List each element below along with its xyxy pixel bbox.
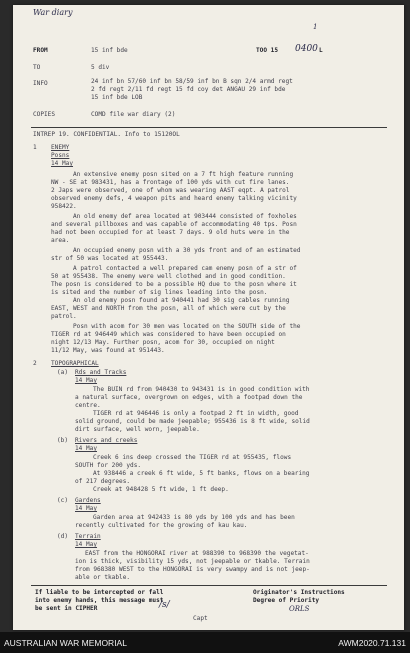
item-label: (c)	[57, 497, 69, 504]
degree-of-priority: Degree of Priority	[253, 597, 320, 604]
item-title: Rivers and creeks	[75, 437, 138, 444]
text-line: night 12/13 May. Further posn, acom for 30, occupied on night	[51, 339, 275, 346]
too-suffix: L	[319, 47, 323, 54]
date-heading: 14 May	[75, 505, 98, 512]
text-line: SOUTH for 200 yds.	[75, 462, 142, 469]
text-line: TIGER rd at 946449 which was considered to have been occupied on	[51, 331, 286, 338]
text-line: An extensive enemy posn sited on a 7 ft high feature running	[73, 171, 294, 178]
copies-value: COMD file war diary (2)	[91, 111, 176, 118]
from-label: FROM	[33, 47, 48, 54]
info-line: 15 inf bde LOB	[91, 94, 143, 101]
text-line: 11/12 May, was found at 951443.	[51, 347, 165, 354]
text-line: 50 at 955438. The enemy were well clothed and in good condition.	[51, 273, 286, 280]
section-number: 1	[33, 144, 37, 151]
section-number: 2	[33, 360, 37, 367]
text-line: centre.	[75, 402, 101, 409]
originator-instructions: Originator's Instructions	[253, 589, 345, 596]
header-divider	[31, 127, 387, 128]
text-line: dirt surface, well worn, jeepable.	[75, 426, 200, 433]
from-value: 15 inf bde	[91, 47, 128, 54]
archive-id: AWM2020.71.131	[338, 638, 406, 648]
text-line: EAST, WEST and NORTH from the posn, all of which were cut by the	[51, 305, 286, 312]
text-line: patrol.	[51, 313, 77, 320]
item-title: Terrain	[75, 533, 101, 540]
text-line: Garden area at 942433 is 80 yds by 100 yds and has been	[93, 514, 295, 521]
text-line: Creek at 948428 5 ft wide, 1 ft deep.	[93, 486, 229, 493]
message-form	[13, 5, 404, 630]
text-line: At 938446 a creek 6 ft wide, 5 ft banks, flows on a bearing	[93, 470, 310, 477]
text-line: 2 Japs were observed, one of whom was wearing AAST eqpt. A patrol	[51, 187, 290, 194]
archive-name: AUSTRALIAN WAR MEMORIAL	[4, 638, 127, 648]
text-line: solid ground, could be made jeepable; 955436 is 8 ft wide, solid	[75, 418, 310, 425]
text-line: recently cultivated for the growing of kau kau.	[75, 522, 248, 529]
cipher-warning: into enemy hands, this message must	[35, 597, 164, 604]
item-label: (d)	[57, 533, 69, 540]
cipher-warning: be sent in CIPHER	[35, 605, 98, 612]
handwritten-note: War diary	[33, 8, 73, 17]
item-label: (b)	[57, 437, 69, 444]
info-line: 2 fd regt 2/11 fd regt 15 fd coy det ANGAU 29 inf bde	[91, 86, 286, 93]
text-line: Creek 6 ins deep crossed the TIGER rd at 955435, flows	[93, 454, 292, 461]
date-heading: 14 May	[51, 160, 74, 167]
item-title: Rds and Tracks	[75, 369, 127, 376]
info-label: INFO	[33, 80, 48, 87]
too-time: 0400	[295, 44, 318, 54]
text-line: ion is thick, visibility 15 yds, not jeepable or tkable. Terrain	[75, 558, 310, 565]
text-line: An occupied enemy posn with a 30 yds front and of an estimated	[73, 247, 301, 254]
cipher-warning: If liable to be intercepted or fall	[35, 589, 164, 596]
item-title: Gardens	[75, 497, 101, 504]
signature: /s/	[159, 600, 170, 610]
handwritten-tick: 1	[313, 23, 318, 31]
section-title: ENEMY	[51, 144, 70, 151]
text-line: of 217 degrees.	[75, 478, 131, 485]
text-line: able or tkable.	[75, 574, 131, 581]
to-label: TO	[33, 64, 41, 71]
text-line: TIGER rd at 946446 is only a footpad 2 ft in width, good	[93, 410, 299, 417]
text-line: NW - SE at 983431, has a frontage of 100 yds with cut fire lanes.	[51, 179, 290, 186]
section-title: TOPOGRAPHICAL	[51, 360, 99, 367]
archive-footer	[0, 632, 410, 653]
subsection-title: Posns	[51, 152, 70, 159]
text-line: had not been occupied for at least 7 days. 9 old huts were in the	[51, 229, 290, 236]
info-line: 24 inf bn 57/60 inf bn 58/59 inf bn B sqn 2/4 armd regt	[91, 78, 293, 85]
item-label: (a)	[57, 369, 69, 376]
too-label: TOO 15	[256, 47, 279, 54]
text-line: a natural surface, overgrown on edges, with a footpad down the	[75, 394, 303, 401]
footer-divider	[31, 585, 387, 586]
text-line: Posn with acom for 30 men was located on the SOUTH side of the	[73, 323, 301, 330]
text-line: area.	[51, 237, 70, 244]
text-line: EAST from the HONGORAI river at 988390 to 968390 the vegetat-	[85, 550, 309, 557]
text-line: An old enemy def area located at 903444 consisted of foxholes	[73, 213, 297, 220]
text-line: str of 50 was located at 955443.	[51, 255, 169, 262]
date-heading: 14 May	[75, 377, 98, 384]
text-line: The posn is considered to be a possible HQ due to the posn where it	[51, 281, 297, 288]
text-line: observed enemy defs, 4 weapon pits and heard enemy talking vicinity	[51, 195, 297, 202]
priority-value: ORLS	[289, 605, 310, 613]
to-value: 5 div	[91, 64, 110, 71]
text-line: The BUIN rd from 940430 to 943431 is in good condition with	[93, 386, 310, 393]
date-heading: 14 May	[75, 445, 98, 452]
text-line: from 968380 WEST to the HONGORAI is very swampy and is not jeep-	[75, 566, 310, 573]
text-line: An old enemy posn found at 940441 had 30 sig cables running	[73, 297, 290, 304]
text-line: 958422.	[51, 203, 77, 210]
text-line: A patrol contacted a well prepared cam enemy posn of a str of	[73, 265, 297, 272]
date-heading: 14 May	[75, 541, 98, 548]
text-line: and several pillboxes and was capable of accommodating 40 tps. Posn	[51, 221, 297, 228]
copies-label: COPIES	[33, 111, 56, 118]
text-line: is sited and the number of sig lines leading into the posn.	[51, 289, 268, 296]
intrep-line: INTREP 19. CONFIDENTIAL. Info to 15120OL	[33, 131, 180, 138]
capt-label: Capt	[193, 615, 208, 622]
